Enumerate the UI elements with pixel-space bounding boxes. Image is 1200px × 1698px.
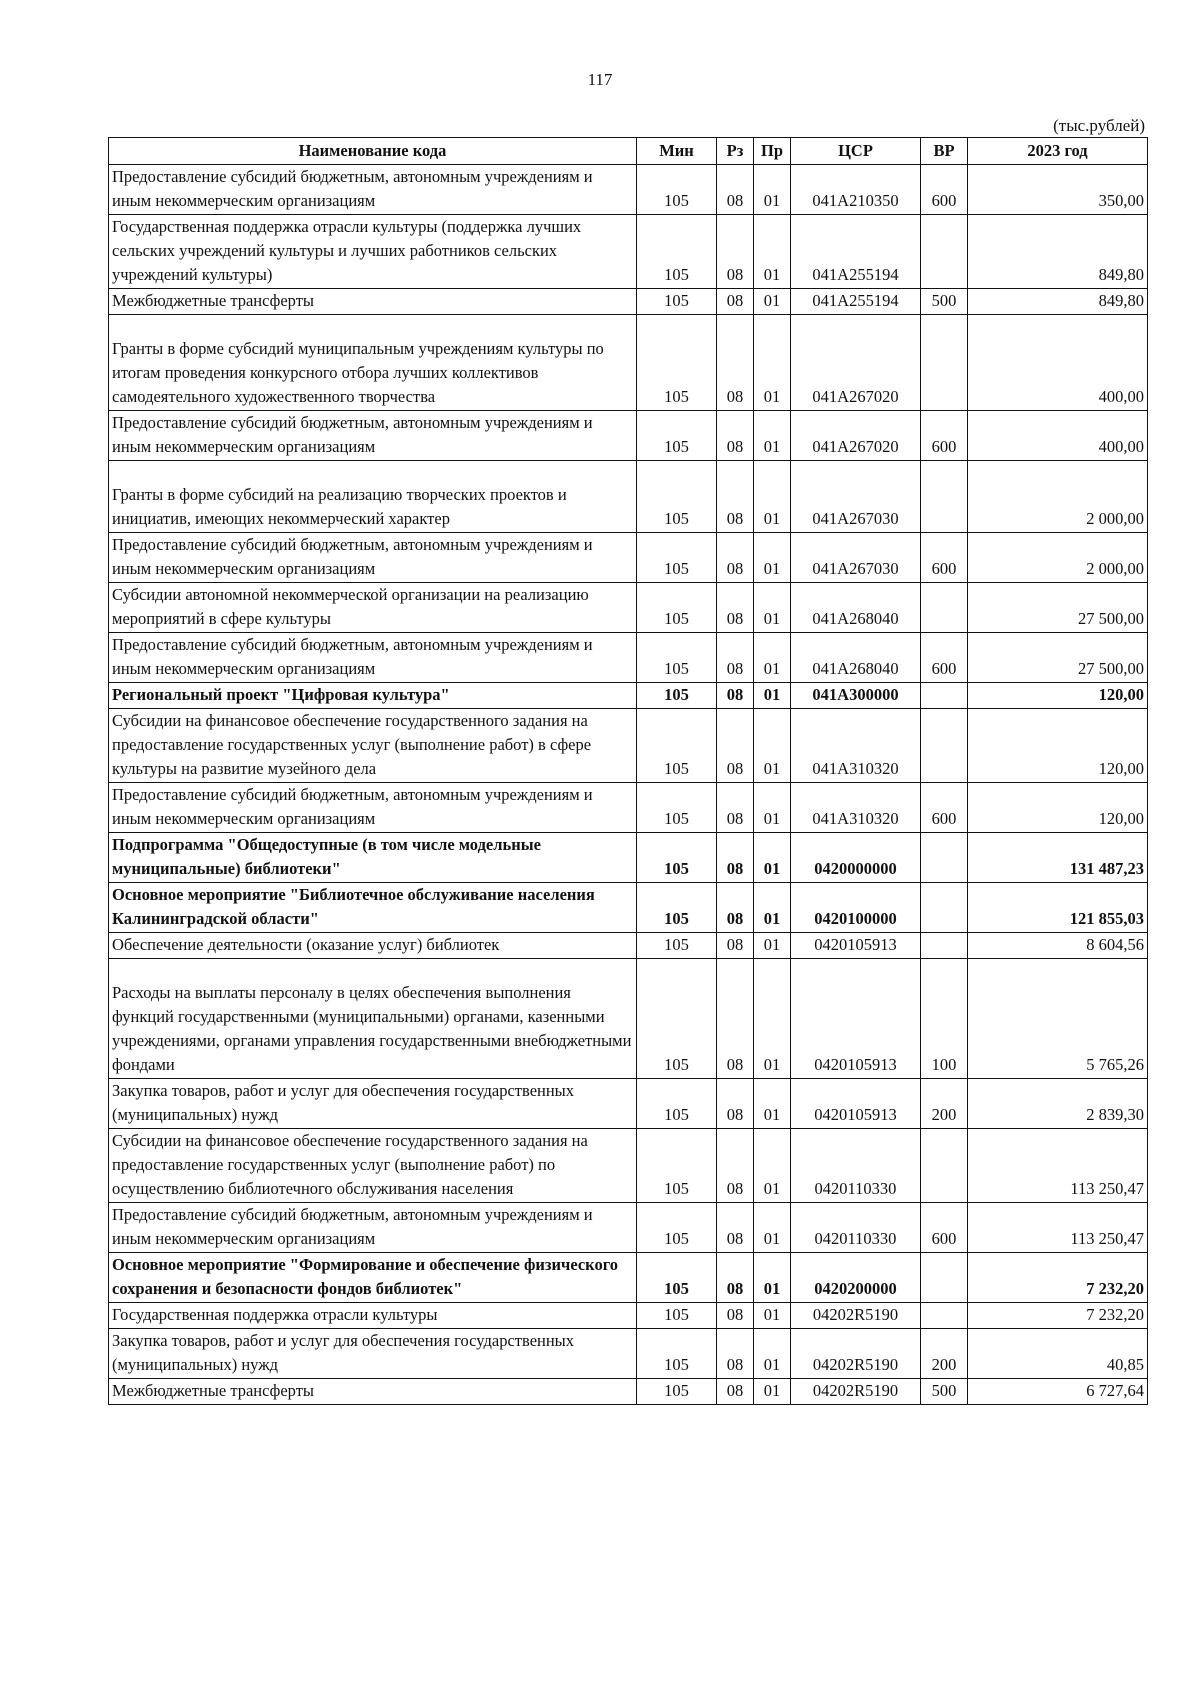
row-amount: 120,00	[968, 683, 1148, 709]
row-min: 105	[637, 1303, 717, 1329]
row-vr	[921, 215, 968, 289]
row-amount: 27 500,00	[968, 583, 1148, 633]
row-pr: 01	[754, 959, 791, 1079]
table-row	[109, 1129, 1148, 1203]
row-pr: 01	[754, 833, 791, 883]
row-csr: 041A267030	[791, 533, 921, 583]
row-rz: 08	[717, 289, 754, 315]
row-rz: 08	[717, 165, 754, 215]
row-vr: 600	[921, 633, 968, 683]
row-rz: 08	[717, 1303, 754, 1329]
row-min: 105	[637, 461, 717, 533]
row-min: 105	[637, 1253, 717, 1303]
row-csr: 04202R5190	[791, 1329, 921, 1379]
budget-table	[108, 137, 1148, 1405]
row-pr: 01	[754, 315, 791, 411]
row-amount: 120,00	[968, 709, 1148, 783]
row-vr	[921, 709, 968, 783]
row-pr: 01	[754, 1129, 791, 1203]
row-amount: 120,00	[968, 783, 1148, 833]
row-vr: 500	[921, 1379, 968, 1405]
header-rz: Рз	[717, 138, 754, 165]
row-pr: 01	[754, 1329, 791, 1379]
row-pr: 01	[754, 633, 791, 683]
header-year: 2023 год	[968, 138, 1148, 165]
row-pr: 01	[754, 1253, 791, 1303]
table-row	[109, 461, 1148, 533]
row-rz: 08	[717, 533, 754, 583]
row-amount: 121 855,03	[968, 883, 1148, 933]
row-rz: 08	[717, 883, 754, 933]
row-csr: 041A300000	[791, 683, 921, 709]
row-min: 105	[637, 289, 717, 315]
row-amount: 2 000,00	[968, 461, 1148, 533]
row-min: 105	[637, 683, 717, 709]
table-row	[109, 683, 1148, 709]
table-row	[109, 1253, 1148, 1303]
row-csr: 0420000000	[791, 833, 921, 883]
row-vr	[921, 461, 968, 533]
row-name: Основное мероприятие "Библиотечное обслуживание населения Калининградской области"	[109, 883, 637, 933]
row-amount: 2 000,00	[968, 533, 1148, 583]
row-vr	[921, 883, 968, 933]
row-pr: 01	[754, 533, 791, 583]
row-vr: 500	[921, 289, 968, 315]
row-min: 105	[637, 633, 717, 683]
header-csr: ЦСР	[791, 138, 921, 165]
row-vr: 200	[921, 1079, 968, 1129]
row-pr: 01	[754, 583, 791, 633]
table-row	[109, 709, 1148, 783]
row-rz: 08	[717, 959, 754, 1079]
row-name: Предоставление субсидий бюджетным, автономным учреждениям и иным некоммерческим организациям	[109, 411, 637, 461]
row-rz: 08	[717, 1129, 754, 1203]
row-min: 105	[637, 1329, 717, 1379]
row-vr: 600	[921, 533, 968, 583]
row-name: Региональный проект "Цифровая культура"	[109, 683, 637, 709]
row-csr: 0420110330	[791, 1129, 921, 1203]
row-vr: 200	[921, 1329, 968, 1379]
row-pr: 01	[754, 883, 791, 933]
row-pr: 01	[754, 933, 791, 959]
row-amount: 40,85	[968, 1329, 1148, 1379]
row-name: Предоставление субсидий бюджетным, автономным учреждениям и иным некоммерческим организациям	[109, 783, 637, 833]
table-row	[109, 1303, 1148, 1329]
table-row	[109, 633, 1148, 683]
row-min: 105	[637, 1079, 717, 1129]
row-name: Гранты в форме субсидий на реализацию творческих проектов и инициатив, имеющих некоммерческий характер	[112, 485, 567, 528]
row-vr	[921, 583, 968, 633]
row-rz: 08	[717, 461, 754, 533]
row-csr: 041A267020	[791, 315, 921, 411]
row-min: 105	[637, 783, 717, 833]
row-min: 105	[637, 1379, 717, 1405]
row-amount: 400,00	[968, 315, 1148, 411]
row-csr: 041A210350	[791, 165, 921, 215]
row-csr: 041A310320	[791, 709, 921, 783]
row-min: 105	[637, 959, 717, 1079]
row-min: 105	[637, 1203, 717, 1253]
row-vr	[921, 315, 968, 411]
row-name: Межбюджетные трансферты	[109, 289, 637, 315]
row-name: Межбюджетные трансферты	[109, 1379, 637, 1405]
row-csr: 041A268040	[791, 583, 921, 633]
row-amount: 400,00	[968, 411, 1148, 461]
row-csr: 041A255194	[791, 289, 921, 315]
row-pr: 01	[754, 1303, 791, 1329]
row-min: 105	[637, 1129, 717, 1203]
row-pr: 01	[754, 289, 791, 315]
row-min: 105	[637, 165, 717, 215]
table-row	[109, 833, 1148, 883]
row-csr: 0420105913	[791, 933, 921, 959]
row-csr: 0420105913	[791, 959, 921, 1079]
row-vr	[921, 683, 968, 709]
row-csr: 0420200000	[791, 1253, 921, 1303]
row-csr: 04202R5190	[791, 1303, 921, 1329]
row-vr: 600	[921, 783, 968, 833]
row-csr: 041A267020	[791, 411, 921, 461]
row-rz: 08	[717, 1203, 754, 1253]
row-name: Расходы на выплаты персоналу в целях обеспечения выполнения функций государственными (муниципальными) органами, казенными учреждениями, органами управления государственными внебюджетными фондами	[112, 983, 632, 1074]
row-name: Субсидии на финансовое обеспечение государственного задания на предоставление государственных услуг (выполнение работ) по осуществлению библиотечного обслуживания населения	[109, 1129, 637, 1203]
header-min: Мин	[637, 138, 717, 165]
row-csr: 0420110330	[791, 1203, 921, 1253]
row-rz: 08	[717, 583, 754, 633]
row-rz: 08	[717, 709, 754, 783]
header-name: Наименование кода	[109, 138, 637, 165]
table-row	[109, 411, 1148, 461]
row-amount: 113 250,47	[968, 1129, 1148, 1203]
row-vr: 600	[921, 1203, 968, 1253]
row-name: Закупка товаров, работ и услуг для обеспечения государственных (муниципальных) нужд	[109, 1079, 637, 1129]
table-row	[109, 533, 1148, 583]
row-amount: 6 727,64	[968, 1379, 1148, 1405]
table-row	[109, 1203, 1148, 1253]
row-csr: 04202R5190	[791, 1379, 921, 1405]
row-pr: 01	[754, 1379, 791, 1405]
row-amount: 849,80	[968, 215, 1148, 289]
row-name: Закупка товаров, работ и услуг для обеспечения государственных (муниципальных) нужд	[109, 1329, 637, 1379]
row-rz: 08	[717, 1079, 754, 1129]
table-row	[109, 315, 1148, 411]
row-min: 105	[637, 583, 717, 633]
row-vr	[921, 1253, 968, 1303]
row-csr: 041A268040	[791, 633, 921, 683]
row-amount: 7 232,20	[968, 1303, 1148, 1329]
row-amount: 7 232,20	[968, 1253, 1148, 1303]
row-rz: 08	[717, 1329, 754, 1379]
unit-note: (тыс.рублей)	[1053, 116, 1145, 135]
row-rz: 08	[717, 933, 754, 959]
row-amount: 2 839,30	[968, 1079, 1148, 1129]
row-amount: 849,80	[968, 289, 1148, 315]
table-row	[109, 933, 1148, 959]
row-amount: 5 765,26	[968, 959, 1148, 1079]
row-vr: 600	[921, 165, 968, 215]
row-pr: 01	[754, 411, 791, 461]
row-csr: 041A255194	[791, 215, 921, 289]
table-row	[109, 959, 1148, 1079]
page-number: 117	[587, 70, 613, 89]
row-rz: 08	[717, 411, 754, 461]
row-name: Предоставление субсидий бюджетным, автономным учреждениям и иным некоммерческим организациям	[109, 533, 637, 583]
row-vr	[921, 833, 968, 883]
row-min: 105	[637, 709, 717, 783]
row-name: Субсидии на финансовое обеспечение государственного задания на предоставление государственных услуг (выполнение работ) в сфере культуры на развитие музейного дела	[109, 709, 637, 783]
row-vr	[921, 1129, 968, 1203]
table-row	[109, 1079, 1148, 1129]
row-vr	[921, 933, 968, 959]
row-amount: 113 250,47	[968, 1203, 1148, 1253]
row-name: Подпрограмма "Общедоступные (в том числе модельные муниципальные) библиотеки"	[109, 833, 637, 883]
table-row	[109, 215, 1148, 289]
row-rz: 08	[717, 1253, 754, 1303]
row-rz: 08	[717, 315, 754, 411]
row-csr: 041A310320	[791, 783, 921, 833]
row-min: 105	[637, 933, 717, 959]
table-row	[109, 1329, 1148, 1379]
table-header	[109, 138, 1148, 165]
row-csr: 0420105913	[791, 1079, 921, 1129]
table-row	[109, 165, 1148, 215]
row-csr: 041A267030	[791, 461, 921, 533]
row-rz: 08	[717, 833, 754, 883]
row-vr: 100	[921, 959, 968, 1079]
table-row	[109, 883, 1148, 933]
row-min: 105	[637, 315, 717, 411]
row-name: Основное мероприятие "Формирование и обеспечение физического сохранения и безопасности фондов библиотек"	[109, 1253, 637, 1303]
row-min: 105	[637, 411, 717, 461]
row-amount: 350,00	[968, 165, 1148, 215]
row-amount: 8 604,56	[968, 933, 1148, 959]
row-name: Предоставление субсидий бюджетным, автономным учреждениям и иным некоммерческим организациям	[109, 633, 637, 683]
row-pr: 01	[754, 709, 791, 783]
header-pr: Пр	[754, 138, 791, 165]
row-min: 105	[637, 833, 717, 883]
row-name: Государственная поддержка отрасли культуры (поддержка лучших сельских учреждений культуры и лучших работников сельских учреждений культуры)	[109, 215, 637, 289]
row-rz: 08	[717, 633, 754, 683]
row-name: Предоставление субсидий бюджетным, автономным учреждениям и иным некоммерческим организациям	[109, 1203, 637, 1253]
row-csr: 0420100000	[791, 883, 921, 933]
row-rz: 08	[717, 215, 754, 289]
row-pr: 01	[754, 165, 791, 215]
header-vr: ВР	[921, 138, 968, 165]
row-pr: 01	[754, 1203, 791, 1253]
row-vr	[921, 1303, 968, 1329]
row-pr: 01	[754, 461, 791, 533]
row-pr: 01	[754, 783, 791, 833]
table-row	[109, 783, 1148, 833]
row-amount: 27 500,00	[968, 633, 1148, 683]
table-row	[109, 1379, 1148, 1405]
table-row	[109, 583, 1148, 633]
row-min: 105	[637, 533, 717, 583]
row-name: Гранты в форме субсидий муниципальным учреждениям культуры по итогам проведения конкурсного отбора лучших коллективов самодеятельного художественного творчества	[112, 339, 604, 406]
row-min: 105	[637, 883, 717, 933]
row-rz: 08	[717, 1379, 754, 1405]
row-pr: 01	[754, 215, 791, 289]
row-amount: 131 487,23	[968, 833, 1148, 883]
row-pr: 01	[754, 1079, 791, 1129]
row-pr: 01	[754, 683, 791, 709]
row-vr: 600	[921, 411, 968, 461]
row-rz: 08	[717, 683, 754, 709]
row-name: Субсидии автономной некоммерческой организации на реализацию мероприятий в сфере культуры	[109, 583, 637, 633]
row-name: Государственная поддержка отрасли культуры	[109, 1303, 637, 1329]
row-name: Обеспечение деятельности (оказание услуг) библиотек	[109, 933, 637, 959]
table-row	[109, 289, 1148, 315]
row-name: Предоставление субсидий бюджетным, автономным учреждениям и иным некоммерческим организациям	[109, 165, 637, 215]
row-rz: 08	[717, 783, 754, 833]
row-min: 105	[637, 215, 717, 289]
